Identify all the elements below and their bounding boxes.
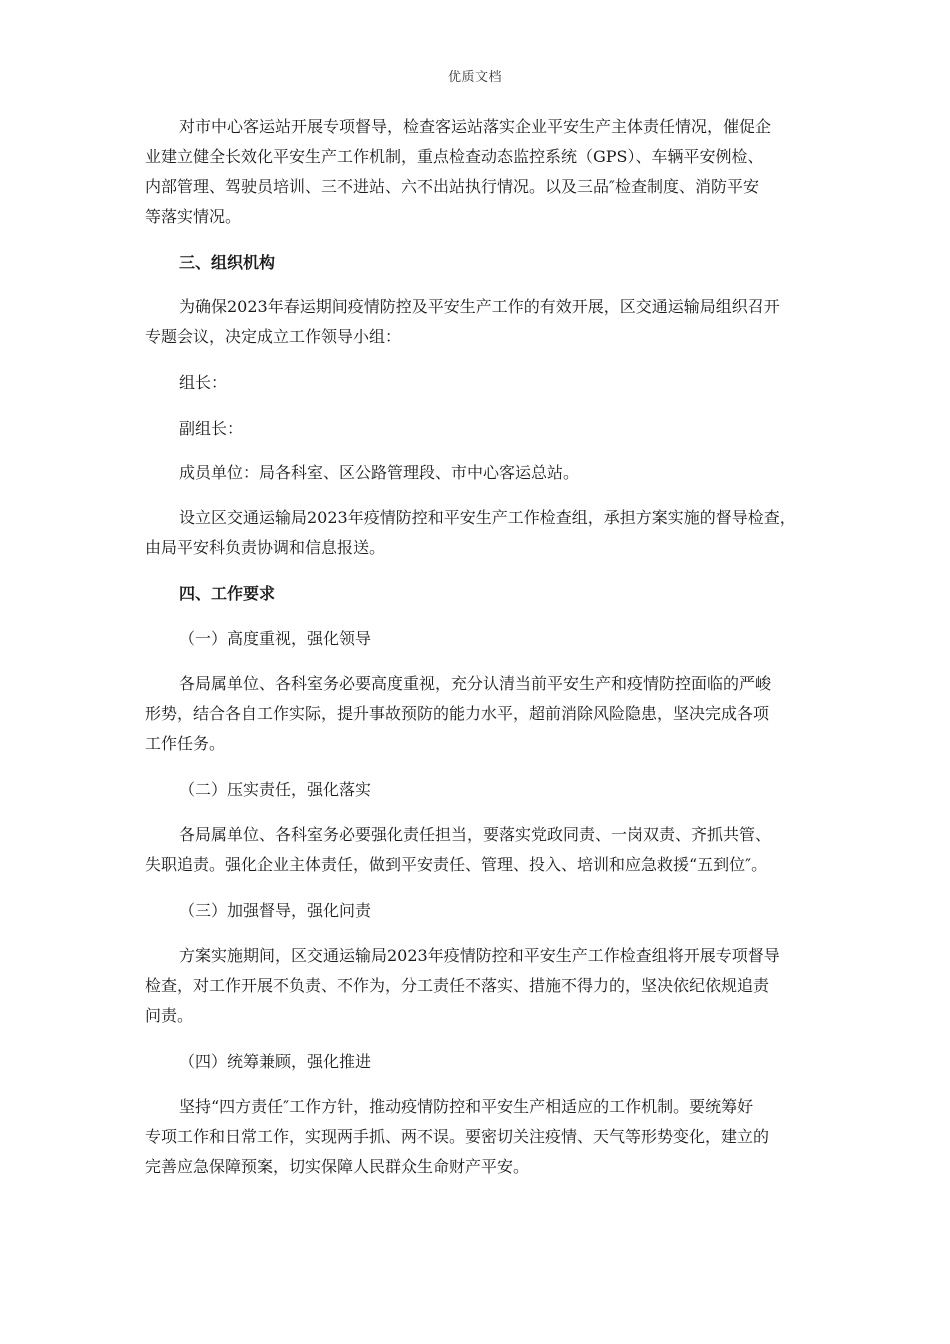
heading-text: 三、组织机构: [179, 253, 276, 272]
heading-text: 四、工作要求: [179, 584, 276, 603]
subsection-title-3: [145, 896, 815, 926]
text-line: （二）压实责任，强化落实: [179, 780, 372, 799]
paragraph-organization-intro: [145, 292, 815, 352]
text-line: 专题会议，决定成立工作领导小组：: [145, 327, 402, 346]
text-line: 形势，结合各自工作实际，提升事故预防的能力水平，超前消除风险隐患，坚决完成各项: [145, 704, 770, 723]
text-line: 对市中心客运站开展专项督导，检查客运站落实企业平安生产主体责任情况，催促企: [179, 117, 772, 136]
text-line: 专项工作和日常工作，实现两手抓、两不误。要密切关注疫情、天气等形势变化，建立的: [145, 1127, 770, 1146]
subsection-body-4: [145, 1092, 815, 1182]
text-line: 检查，对工作开展不负责、不作为，分工责任不落实、措施不得力的，坚决依纪依规追责: [145, 976, 770, 995]
text-line: 各局属单位、各科室务必要高度重视，充分认清当前平安生产和疫情防控面临的严峻: [179, 674, 772, 693]
text-line: 成员单位：局各科室、区公路管理段、市中心客运总站。: [179, 463, 580, 482]
text-line: 组长：: [179, 373, 228, 392]
paragraph-supervision: [145, 112, 815, 232]
text-line: 内部管理、驾驶员培训、三不进站、六不出站执行情况。以及三品″检查制度、消防平安: [145, 177, 759, 196]
members-line: [145, 458, 815, 488]
text-line: 各局属单位、各科室务必要强化责任担当，要落实党政同责、一岗双责、齐抓共管、: [179, 825, 772, 844]
text-line: （三）加强督导，强化问责: [179, 901, 372, 920]
text-line: 失职追责。强化企业主体责任，做到平安责任、管理、投入、培训和应急救援“五到位″。: [145, 855, 768, 874]
subsection-body-3: [145, 941, 815, 1031]
text-line: 业建立健全长效化平安生产工作机制，重点检查动态监控系统（GPS）、车辆平安例检、: [145, 147, 764, 166]
subsection-body-2: [145, 820, 815, 880]
text-line: 方案实施期间，区交通运输局2023年疫情防控和平安生产工作检查组将开展专项督导: [179, 946, 780, 965]
text-line: 问责。: [145, 1006, 194, 1025]
text-line: （一）高度重视，强化领导: [179, 629, 372, 648]
vice-leader-line: [145, 414, 815, 444]
text-line: 坚持“四方责任″工作方针，推动疫情防控和平安生产相适应的工作机制。要统筹好: [179, 1097, 754, 1116]
text-line: 完善应急保障预案，切实保障人民群众生命财产平安。: [145, 1157, 530, 1176]
text-line: （四）统筹兼顾，强化推进: [179, 1052, 372, 1071]
subsection-body-1: [145, 669, 815, 759]
text-line: 工作任务。: [145, 734, 226, 753]
subsection-title-2: [145, 775, 815, 805]
leader-line: [145, 368, 815, 398]
page-header: 优质文档: [447, 70, 502, 85]
text-line: 副组长：: [179, 419, 244, 438]
text-line: 为确保2023年春运期间疫情防控及平安生产工作的有效开展，区交通运输局组织召开: [179, 297, 780, 316]
section-heading-organization: [145, 248, 815, 278]
text-line: 设立区交通运输局2023年疫情防控和平安生产工作检查组，承担方案实施的督导检查，: [179, 508, 796, 527]
section-heading-requirements: [145, 579, 815, 609]
text-line: 等落实情况。: [145, 207, 242, 226]
paragraph-inspection-group: [145, 503, 815, 563]
text-line: 由局平安科负责协调和信息报送。: [145, 538, 386, 557]
subsection-title-1: [145, 624, 815, 654]
subsection-title-4: [145, 1047, 815, 1077]
